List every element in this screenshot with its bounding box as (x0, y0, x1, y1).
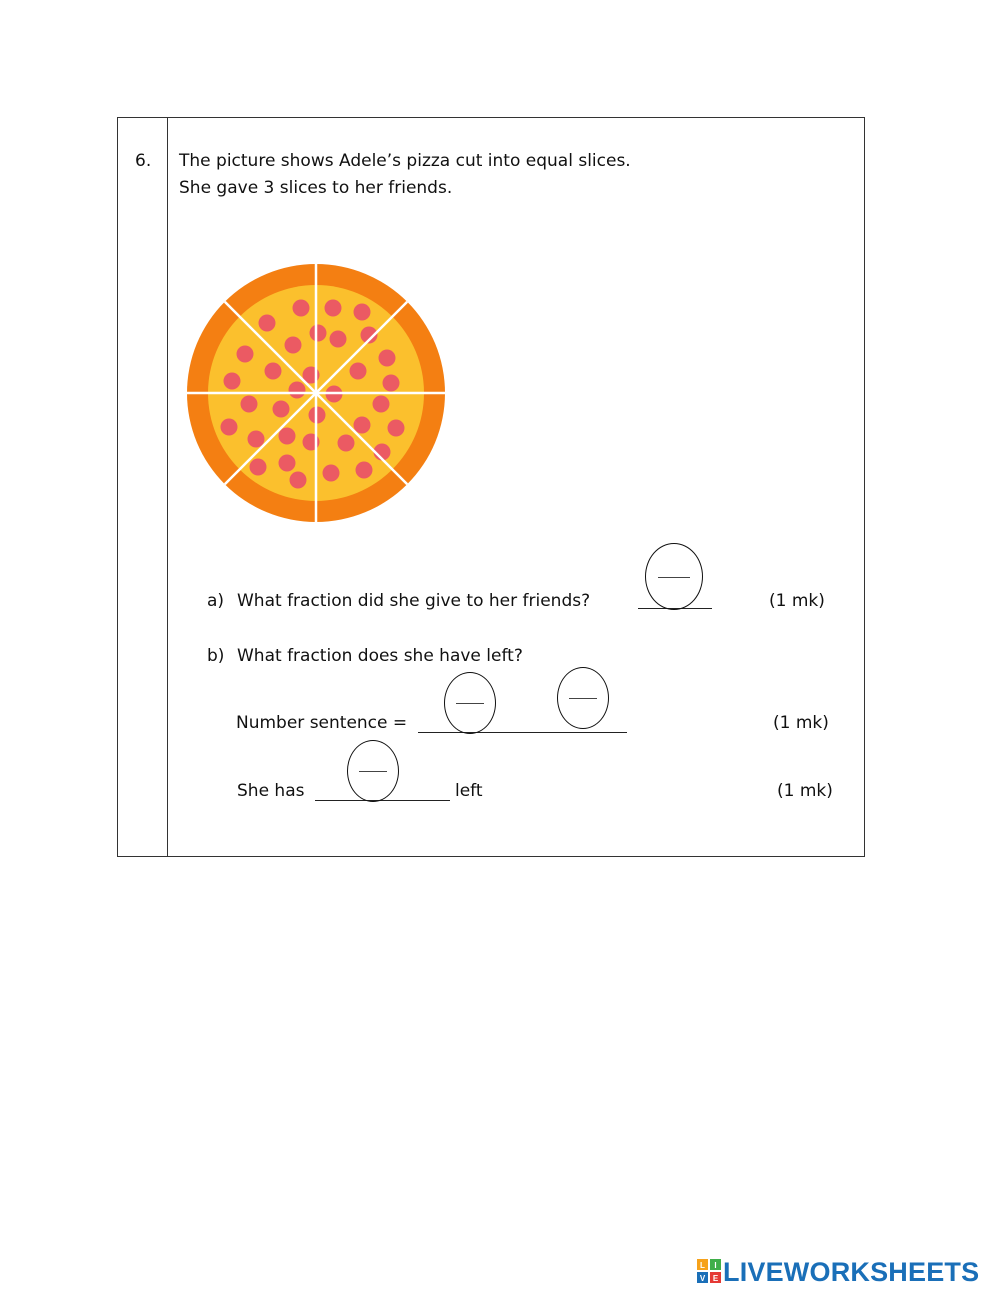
logo-text: LIVEWORKSHEETS (723, 1257, 980, 1287)
pepperoni (250, 459, 267, 476)
she-has-fraction-oval[interactable] (347, 740, 399, 802)
question-box (117, 117, 865, 857)
pepperoni (350, 363, 367, 380)
number-sentence-blank (418, 732, 627, 733)
question-line-2: She gave 3 slices to her friends. (179, 178, 453, 198)
part-a-fraction-oval[interactable] (645, 543, 703, 610)
pepperoni (330, 331, 347, 348)
part-b-question: What fraction does she have left? (237, 646, 523, 666)
she-has-label: She has (237, 781, 305, 801)
pepperoni (323, 465, 340, 482)
logo-cube-icon (697, 1259, 721, 1283)
pizza-image (186, 263, 446, 523)
pepperoni (325, 300, 342, 317)
part-a-marks: (1 mk) (769, 591, 825, 611)
pepperoni (265, 363, 282, 380)
number-sentence-fraction-oval-2[interactable] (557, 667, 609, 729)
pepperoni (383, 375, 400, 392)
pepperoni (221, 419, 238, 436)
number-sentence-label: Number sentence = (236, 713, 408, 733)
pepperoni (224, 373, 241, 390)
pepperoni (354, 417, 371, 434)
pepperoni (293, 300, 310, 317)
part-a-label: a) (207, 591, 225, 611)
pepperoni (259, 315, 276, 332)
column-divider (167, 118, 168, 856)
pepperoni (279, 428, 296, 445)
pepperoni (379, 350, 396, 367)
she-has-blank (315, 800, 450, 801)
number-sentence-marks: (1 mk) (773, 713, 829, 733)
pepperoni (241, 396, 258, 413)
question-line-1: The picture shows Adele’s pizza cut into equal slices. (179, 151, 631, 171)
pepperoni (338, 435, 355, 452)
fraction-bar (456, 703, 484, 704)
pepperoni (237, 346, 254, 363)
pepperoni (248, 431, 265, 448)
part-b-label: b) (207, 646, 225, 666)
she-has-marks: (1 mk) (777, 781, 833, 801)
pepperoni (356, 462, 373, 479)
left-label: left (455, 781, 483, 801)
fraction-bar (658, 577, 689, 578)
pepperoni (285, 337, 302, 354)
part-a-question: What fraction did she give to her friends? (237, 591, 591, 611)
pepperoni (290, 472, 307, 489)
pepperoni (354, 304, 371, 321)
pepperoni (289, 382, 306, 399)
pepperoni (388, 420, 405, 437)
slice-lines (187, 264, 445, 522)
logo-cube-letter: E (712, 1274, 719, 1283)
logo-cube-letter: L (700, 1261, 705, 1270)
logo-cube-letter: V (699, 1274, 706, 1283)
pepperoni (310, 325, 327, 342)
pepperoni (279, 455, 296, 472)
question-number: 6. (135, 151, 152, 171)
number-sentence-fraction-oval-1[interactable] (444, 672, 496, 734)
pepperoni (373, 396, 390, 413)
logo-cube-letter: I (714, 1261, 717, 1270)
pepperoni (273, 401, 290, 418)
fraction-bar (359, 771, 387, 772)
fraction-bar (569, 698, 597, 699)
